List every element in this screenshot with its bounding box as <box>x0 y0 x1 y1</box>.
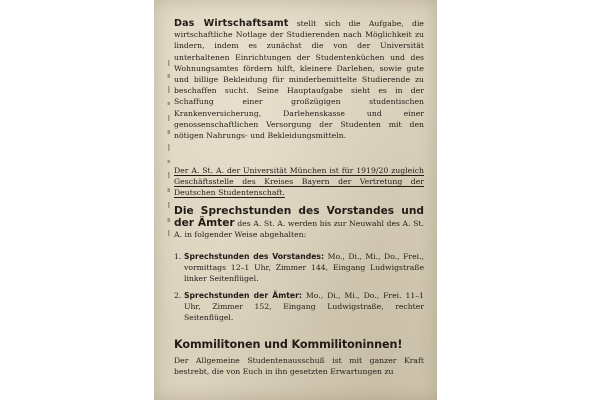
list-item-lead: Sprechstunden des Vorstandes: <box>184 252 325 261</box>
office-hours-text: des A. St. A. werden bis zur Neuwahl des A. St. A. in folgender Weise abgehalten: <box>174 218 424 240</box>
document-page <box>154 0 437 400</box>
office-hours-heading: Die Sprechstunden des Vorstandes und der Ämter <box>174 205 424 229</box>
list-item <box>174 251 424 285</box>
intro-lead: Das Wirtschaftsamt <box>174 18 289 29</box>
notice-paragraph: Der A. St. A. der Universität München ist für 1919/20 zugleich Geschäftsstelle des Kreises Bayern der Vertretung der Deutschen Studentenschaft. <box>174 166 424 198</box>
pencil-margin-mark <box>165 60 173 240</box>
intro-paragraph <box>174 18 424 141</box>
office-hours-paragraph <box>174 206 424 241</box>
list-item-body: Mo., Di., Mi., Do., Frei. 11–1 Uhr, Zimmer 152, Eingang Ludwigstraße, rechter Seitenflügel. <box>184 291 424 323</box>
appeal-text: Der Allgemeine Studentenausschuß ist mit ganzer Kraft bestrebt, die von Euch in ihn gesetzten Erwartungen zu <box>174 356 424 377</box>
list-item <box>174 290 424 324</box>
list-item-text <box>184 251 424 285</box>
list-item-number: 1. <box>174 252 182 261</box>
appeal-heading: Kommilitonen und Kommilitoninnen! <box>174 338 403 351</box>
intro-text: stellt sich die Aufgabe, die wirtschaftliche Notlage der Studierenden nach Möglichkeit zu lindern, indem es zunächst die von der Universität unterhaltenen Einrichtungen der Studentenküchen und des Wohnungsamtes fördern hilft, kleinere Darlehen, sowie gute und billige Bekleidung für minderbemittelte Studierende zu beschaffen sucht. Seine Hauptaufgabe sieht es in der Schaffung einer großzügigen studentischen Krankenversicherung, Darlehenskasse und einer genossenschaftlichen Versorgung der Studenten mit den nötigen Nahrungs- und Bekleidungsmitteln. <box>174 19 424 141</box>
list-item-lead: Sprechstunden der Ämter: <box>184 291 302 300</box>
list-item-text <box>184 290 424 324</box>
list-item-number: 2. <box>174 291 182 300</box>
list-item-body: Mo., Di., Mi., Do., Frei., vormittags 12–1 Uhr, Zimmer 144, Eingang Ludwigstraße linker Seitenflügel. <box>184 252 424 284</box>
